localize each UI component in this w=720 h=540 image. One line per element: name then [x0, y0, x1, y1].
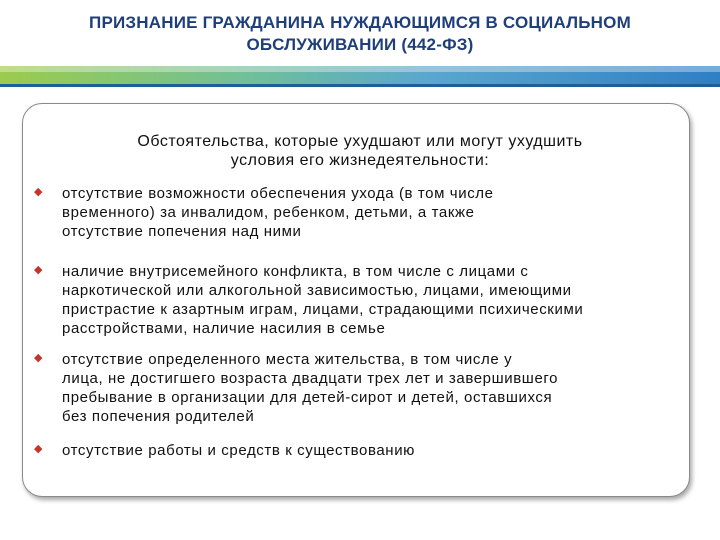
- list-item-line: отсутствие попечения над ними: [62, 223, 302, 240]
- card-heading-line-1: Обстоятельства, которые ухудшают или могут ухудшить: [137, 133, 583, 150]
- list-item-text: [62, 441, 684, 460]
- list-item-line: лица, не достигшего возраста двадцати трех лет и завершившего: [62, 370, 559, 387]
- list-item-line: пребывание в организации для детей-сирот и детей, оставшихся: [62, 389, 553, 406]
- list-item-line: наркотической или алкогольной зависимостью, лицами, имеющими: [62, 282, 572, 299]
- list-item-line: временного) за инвалидом, ребенком, детьми, а также: [62, 204, 475, 221]
- list-item-line: пристрастие к азартным играм, лицами, страдающими психическими: [62, 301, 584, 318]
- diamond-bullet-icon: ◆: [34, 264, 44, 276]
- list-item-line: наличие внутрисемейного конфликта, в том числе с лицами с: [62, 263, 529, 280]
- slide-title: [0, 12, 720, 56]
- card-heading-line-2: условия его жизнедеятельности:: [230, 152, 490, 169]
- slide-title-line-1: ПРИЗНАНИЕ ГРАЖДАНИНА НУЖДАЮЩИМСЯ В СОЦИАЛЬНОМ: [89, 13, 631, 32]
- diamond-bullet-icon: ◆: [34, 352, 44, 364]
- card-heading: [0, 132, 720, 170]
- list-item-line: отсутствие определенного места жительства, в том числе у: [62, 351, 513, 368]
- slide-title-line-2: ОБСЛУЖИВАНИИ (442-ФЗ): [246, 35, 474, 54]
- list-item-text: [62, 184, 684, 241]
- list-item-line: без попечения родителей: [62, 408, 255, 425]
- list-item-text: [62, 262, 684, 338]
- list-item-line: отсутствие работы и средств к существованию: [62, 442, 416, 459]
- banner-highlight: [0, 66, 720, 72]
- list-item-text: [62, 350, 684, 426]
- decorative-banner: [0, 66, 720, 87]
- list-item-line: отсутствие возможности обеспечения ухода (в том числе: [62, 185, 494, 202]
- diamond-bullet-icon: ◆: [34, 186, 44, 198]
- diamond-bullet-icon: ◆: [34, 443, 44, 455]
- list-item-line: расстройствами, наличие насилия в семье: [62, 320, 386, 337]
